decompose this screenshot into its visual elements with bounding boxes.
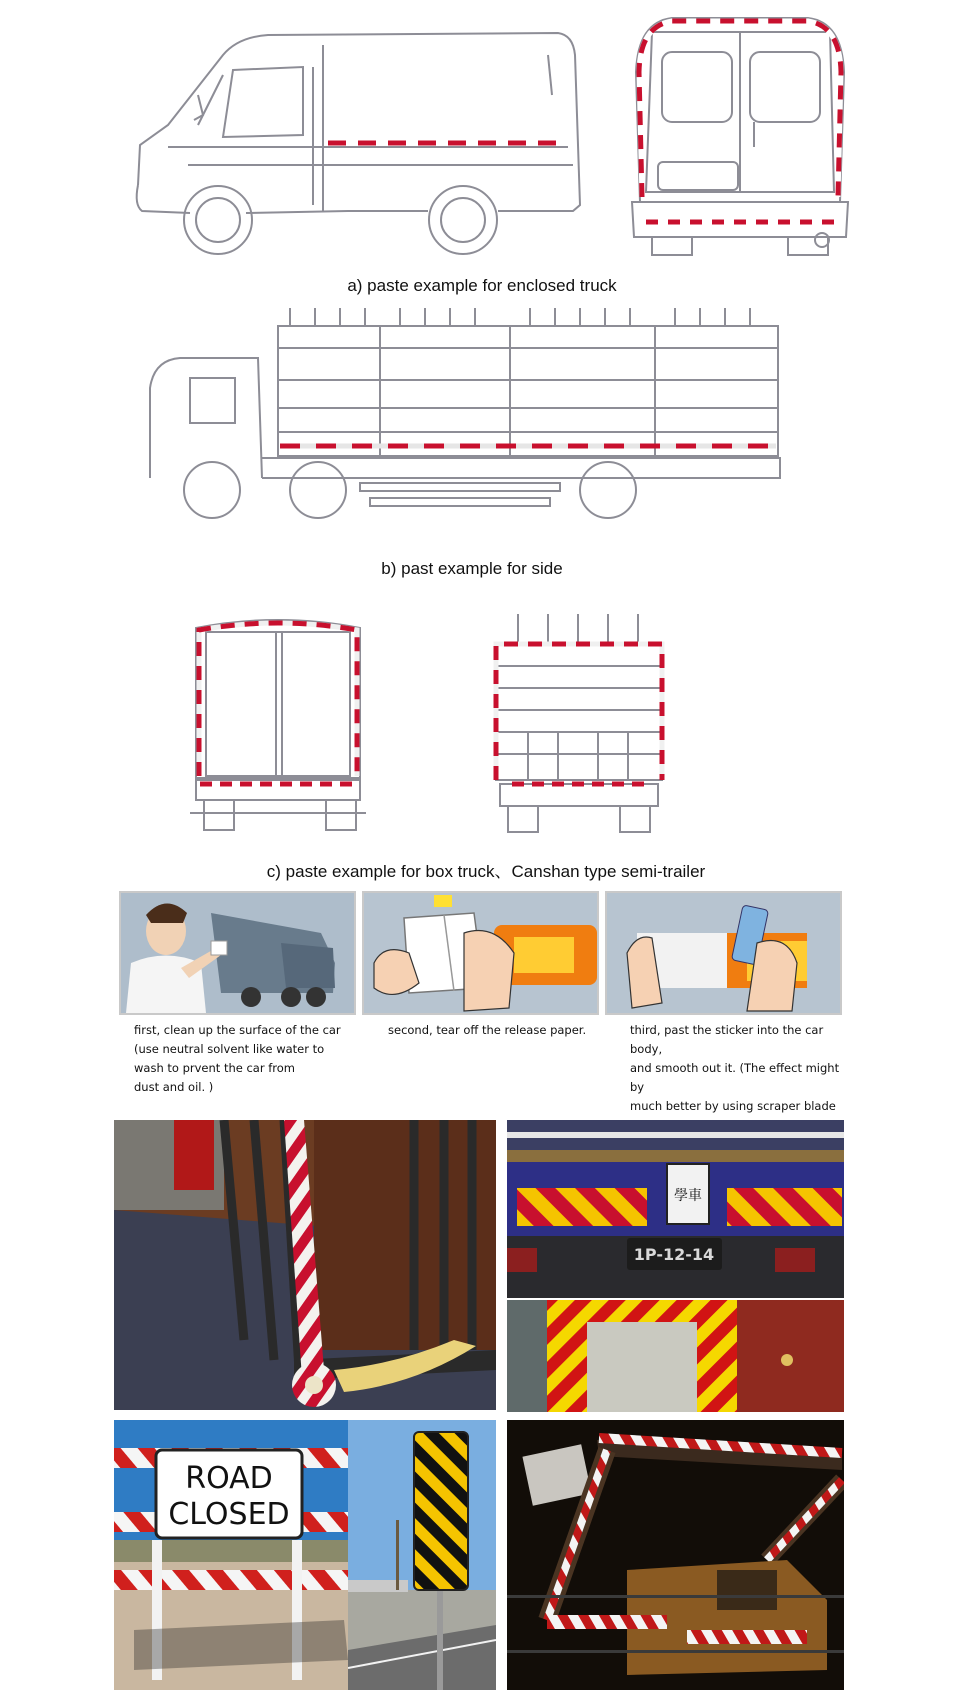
- step-3-instructions: third, past the sticker into the car body, and smooth out it. (The effect might by much better by using scraper blade: [630, 1023, 840, 1113]
- photo-tape-on-railing: [114, 1120, 496, 1410]
- photo-road-closed-barricade: [114, 1420, 348, 1690]
- step-3-apply-sticker-illustration: [605, 891, 842, 1015]
- caption-box-truck: c) paste example for box truck、Canshan type semi-trailer: [266, 862, 706, 881]
- step-1-instructions: first, clean up the surface of the car (use neutral solvent like water to wash to prvent the car from dust and oil. ): [134, 1023, 341, 1094]
- enclosed-van-rear-diagram: [622, 12, 858, 262]
- box-truck-rear-diagram: [186, 598, 370, 834]
- photo-truck-rear-chevrons: [507, 1120, 844, 1298]
- caption-side: b) past example for side: [381, 559, 563, 578]
- stake-truck-rear-diagram: [488, 614, 670, 834]
- road-sign-line1: ROAD: [185, 1461, 273, 1496]
- step-1-clean-surface-illustration: [119, 891, 356, 1015]
- photo-hazard-marker-sign: [348, 1420, 496, 1690]
- license-plate-text: 1P-12-14: [633, 1245, 715, 1264]
- enclosed-van-side-diagram: [128, 15, 588, 255]
- box-rear-reflective-outline: [199, 623, 357, 784]
- photo-bucket-truck-night: [507, 1420, 844, 1690]
- road-sign-line2: CLOSED: [168, 1497, 290, 1532]
- learner-sign-text: 學車: [674, 1188, 702, 1204]
- caption-enclosed-truck: a) paste example for enclosed truck: [347, 276, 617, 295]
- stake-truck-side-diagram: [140, 308, 782, 528]
- step-2-instructions: second, tear off the release paper.: [388, 1023, 587, 1037]
- photo-fire-truck-chevrons: [507, 1300, 844, 1412]
- step-2-tear-paper-illustration: [362, 891, 599, 1015]
